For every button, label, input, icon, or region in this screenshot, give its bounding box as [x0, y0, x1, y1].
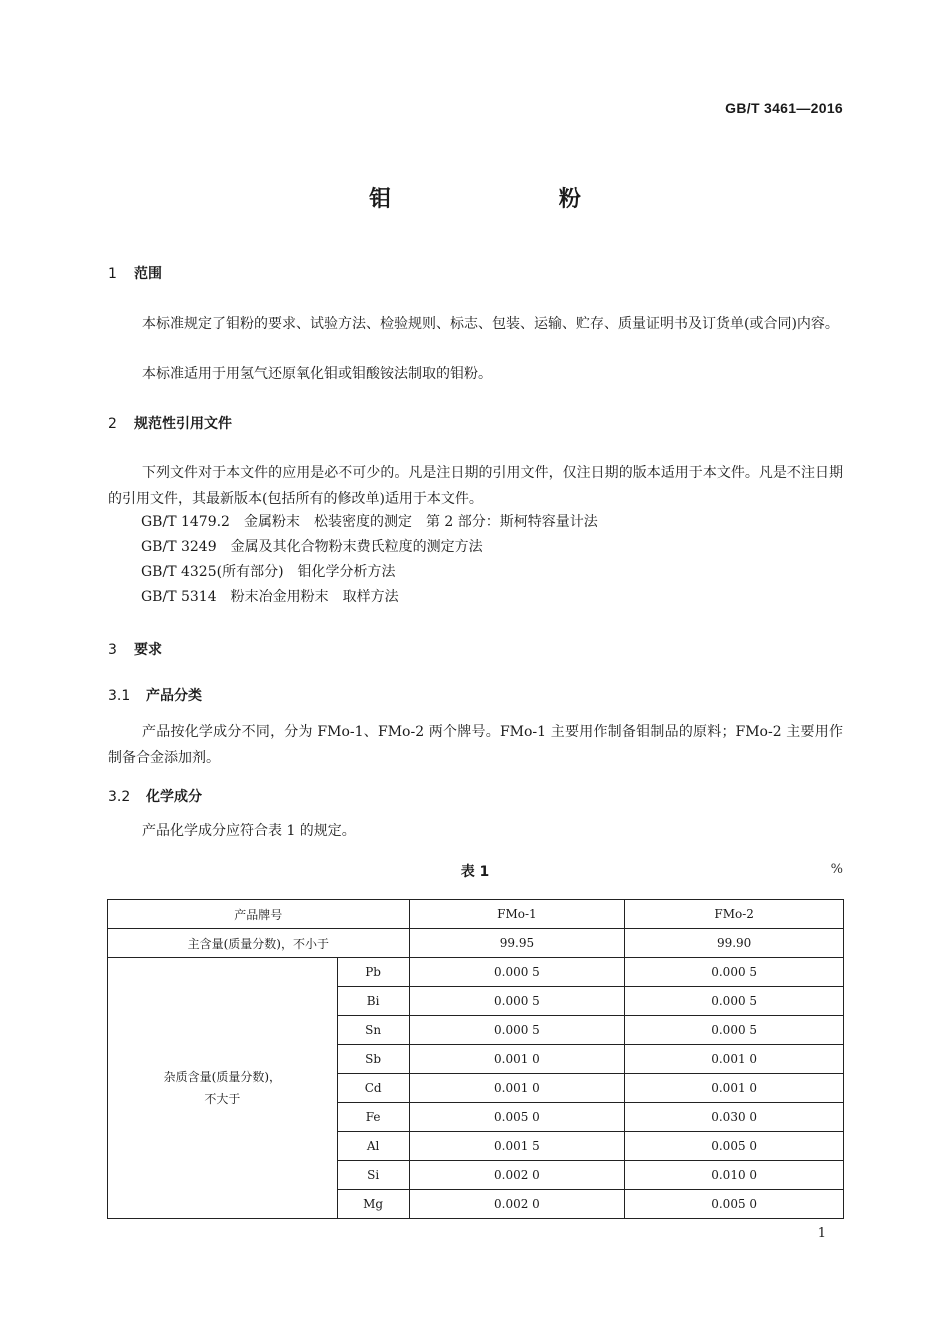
element-cell: Si	[337, 1161, 409, 1190]
table-cell: 99.95	[409, 929, 625, 958]
normative-reference: GB/T 1479.2 金属粉末 松装密度的测定 第 2 部分：斯柯特容量计法	[141, 514, 598, 530]
table-cell: 0.000 5	[625, 958, 844, 987]
element-cell: Sn	[337, 1016, 409, 1045]
table-cell: 0.030 0	[625, 1103, 844, 1132]
page-number: 1	[817, 1226, 826, 1241]
table-cell: 0.002 0	[409, 1190, 625, 1219]
table-cell: 0.002 0	[409, 1161, 625, 1190]
section-title: 范围	[134, 266, 162, 282]
section-number: 3	[108, 642, 117, 658]
table-cell: 0.005 0	[625, 1132, 844, 1161]
table-title: 表 1	[460, 864, 490, 880]
element-cell: Bi	[337, 987, 409, 1016]
table-cell: 0.001 5	[409, 1132, 625, 1161]
section-2-heading	[108, 413, 232, 433]
table-cell: 0.001 0	[409, 1045, 625, 1074]
section-1-paragraph-2: 本标准适用于用氢气还原氧化钼或钼酸铵法制取的钼粉。	[142, 366, 492, 382]
table-cell: 0.005 0	[409, 1103, 625, 1132]
section-3-heading	[108, 639, 162, 659]
normative-reference: GB/T 3249 金属及其化合物粉末费氏粒度的测定方法	[141, 539, 483, 555]
section-3-2-heading	[108, 786, 202, 806]
table-cell: 0.000 5	[409, 958, 625, 987]
subsection-number: 3.1	[108, 688, 131, 704]
subsection-number: 3.2	[108, 789, 131, 805]
section-3-1-paragraph: 产品按化学成分不同，分为 FMo-1、FMo-2 两个牌号。FMo-1 主要用作制备钼制品的原料；FMo-2 主要用作制备合金添加剂。	[108, 724, 843, 766]
element-cell: Pb	[337, 958, 409, 987]
header-cell: FMo-2	[625, 900, 844, 929]
subsection-title: 化学成分	[146, 789, 202, 805]
section-1-paragraph-1: 本标准规定了钼粉的要求、试验方法、检验规则、标志、包装、运输、贮存、质量证明书及订货单(或合同)内容。	[142, 316, 839, 332]
section-1-heading	[108, 263, 162, 283]
element-cell: Mg	[337, 1190, 409, 1219]
section-number: 2	[108, 416, 117, 432]
table-cell: 0.001 0	[625, 1074, 844, 1103]
table-cell: 99.90	[625, 929, 844, 958]
section-number: 1	[108, 266, 117, 282]
table-header-row	[108, 900, 844, 929]
table-unit: %	[830, 862, 843, 877]
chemical-composition-table	[107, 899, 844, 1219]
section-title: 要求	[134, 642, 162, 658]
element-cell: Fe	[337, 1103, 409, 1132]
table-cell: 主含量(质量分数)，不小于	[108, 929, 410, 958]
table-cell: 0.000 5	[409, 1016, 625, 1045]
subsection-title: 产品分类	[146, 688, 202, 704]
table-cell: 0.001 0	[625, 1045, 844, 1074]
table-cell: 0.000 5	[409, 987, 625, 1016]
table-cell: 0.010 0	[625, 1161, 844, 1190]
impurity-label-line: 不大于	[204, 1092, 241, 1106]
table-cell: 0.000 5	[625, 1016, 844, 1045]
element-cell: Al	[337, 1132, 409, 1161]
header-cell: 产品牌号	[108, 900, 410, 929]
header-cell: FMo-1	[409, 900, 625, 929]
impurity-label-cell	[108, 958, 338, 1219]
table-cell: 0.001 0	[409, 1074, 625, 1103]
normative-reference: GB/T 5314 粉末冶金用粉末 取样方法	[141, 589, 399, 605]
section-title: 规范性引用文件	[134, 416, 232, 432]
section-2-paragraph-1: 下列文件对于本文件的应用是必不可少的。凡是注日期的引用文件，仅注日期的版本适用于本文件。凡是不注日期的引用文件，其最新版本(包括所有的修改单)适用于本文件。	[108, 465, 843, 507]
table-cell: 0.000 5	[625, 987, 844, 1016]
element-cell: Sb	[337, 1045, 409, 1074]
table-cell: 0.005 0	[625, 1190, 844, 1219]
table-row	[108, 929, 844, 958]
standard-code: GB/T 3461—2016	[725, 100, 843, 116]
document-title: 钼 粉	[369, 187, 661, 212]
table-row	[108, 958, 844, 987]
normative-reference: GB/T 4325(所有部分) 钼化学分析方法	[141, 564, 396, 580]
section-3-1-heading	[108, 685, 202, 705]
impurity-label-line: 杂质含量(质量分数)，	[163, 1070, 282, 1084]
element-cell: Cd	[337, 1074, 409, 1103]
section-3-2-paragraph: 产品化学成分应符合表 1 的规定。	[142, 823, 356, 839]
